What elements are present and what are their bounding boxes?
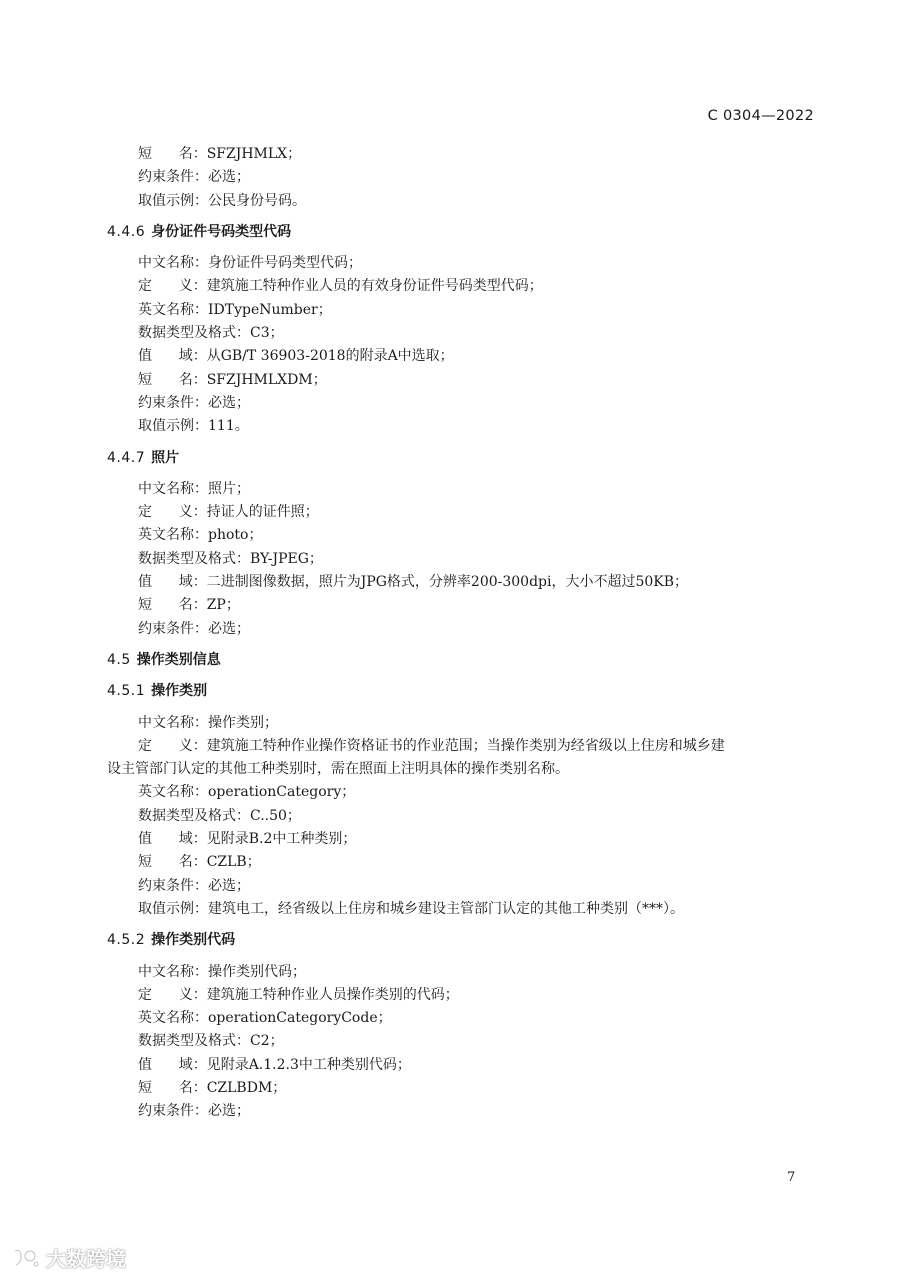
field-line: 数据类型及格式：C..50； <box>138 807 301 824</box>
field-line: 约束条件：必选； <box>138 1103 250 1120</box>
field-line: 值 域：从GB/T 36903-2018的附录A中选取； <box>138 348 454 365</box>
section-title: 操作类别代码 <box>151 932 236 949</box>
field-line: 短 名：SFZJHMLXDM； <box>138 371 327 388</box>
field-line: 约束条件：必选； <box>138 169 250 186</box>
field-line: 短 名：CZLB； <box>138 854 261 871</box>
section-number: 4.4.6 <box>107 223 146 240</box>
field-line: 数据类型及格式：BY-JPEG； <box>138 550 323 567</box>
field-line: 定 义：建筑施工特种作业人员的有效身份证件号码类型代码； <box>138 278 543 295</box>
field-line: 英文名称：operationCategory； <box>138 784 356 801</box>
text-line-continuation: 设主管部门认定的其他工种类别时，需在照面上注明具体的操作类别名称。 <box>107 761 569 778</box>
document-body <box>107 143 817 1124</box>
field-line: 值 域：二进制图像数据，照片为JPG格式，分辨率200-300dpi，大小不超过50KB； <box>138 574 689 591</box>
field-line: 取值示例：111。 <box>138 418 249 435</box>
page-number: 7 <box>787 1170 796 1185</box>
watermark-text: 大数跨境 <box>46 1247 126 1271</box>
section-heading <box>107 929 817 952</box>
field-line: 值 域：见附录B.2中工种类别； <box>138 831 357 848</box>
field-line: 中文名称：操作类别； <box>138 714 278 731</box>
field-line: 短 名：ZP； <box>138 597 240 614</box>
section-heading <box>107 680 817 703</box>
section-heading <box>107 221 817 244</box>
field-line: 中文名称：照片； <box>138 480 250 497</box>
field-line: 约束条件：必选； <box>138 877 250 894</box>
section-number: 4.5.2 <box>107 932 146 949</box>
section-title: 操作类别 <box>151 683 208 700</box>
section-title: 身份证件号码类型代码 <box>151 223 292 240</box>
field-line: 定 义：持证人的证件照； <box>138 504 319 521</box>
section-number: 4.5 <box>107 651 131 668</box>
field-line: 中文名称：身份证件号码类型代码； <box>138 255 362 272</box>
section-number: 4.4.7 <box>107 449 146 466</box>
field-line: 定 义：建筑施工特种作业人员操作类别的代码； <box>138 986 459 1003</box>
field-line: 英文名称：photo； <box>138 527 263 544</box>
field-line: 英文名称：operationCategoryCode； <box>138 1010 392 1027</box>
field-line: 数据类型及格式：C2； <box>138 1033 284 1050</box>
field-line: 取值示例：公民身份号码。 <box>138 192 306 209</box>
watermark-logo-icon <box>12 1247 40 1269</box>
section-heading <box>107 649 817 672</box>
field-line: 约束条件：必选； <box>138 620 250 637</box>
field-line: 约束条件：必选； <box>138 394 250 411</box>
section-number: 4.5.1 <box>107 683 146 700</box>
field-line: 取值示例：建筑电工，经省级以上住房和城乡建设主管部门认定的其他工种类别（***）。 <box>138 900 684 917</box>
section-heading <box>107 447 817 470</box>
field-line: 数据类型及格式：C3； <box>138 325 284 342</box>
field-line: 英文名称：IDTypeNumber； <box>138 301 332 318</box>
field-line: 值 域：见附录A.1.2.3中工种类别代码； <box>138 1056 411 1073</box>
section-title: 操作类别信息 <box>136 651 221 668</box>
section-title: 照片 <box>151 449 180 466</box>
field-line: 短 名：CZLBDM； <box>138 1079 287 1096</box>
field-line: 中文名称：操作类别代码； <box>138 963 306 980</box>
standard-code: C 0304—2022 <box>707 108 814 124</box>
field-line: 短 名：SFZJHMLX； <box>138 146 302 162</box>
field-line: 定 义：建筑施工特种作业操作资格证书的作业范围；当操作类别为经省级以上住房和城乡建 <box>138 737 725 754</box>
watermark <box>12 1243 126 1272</box>
